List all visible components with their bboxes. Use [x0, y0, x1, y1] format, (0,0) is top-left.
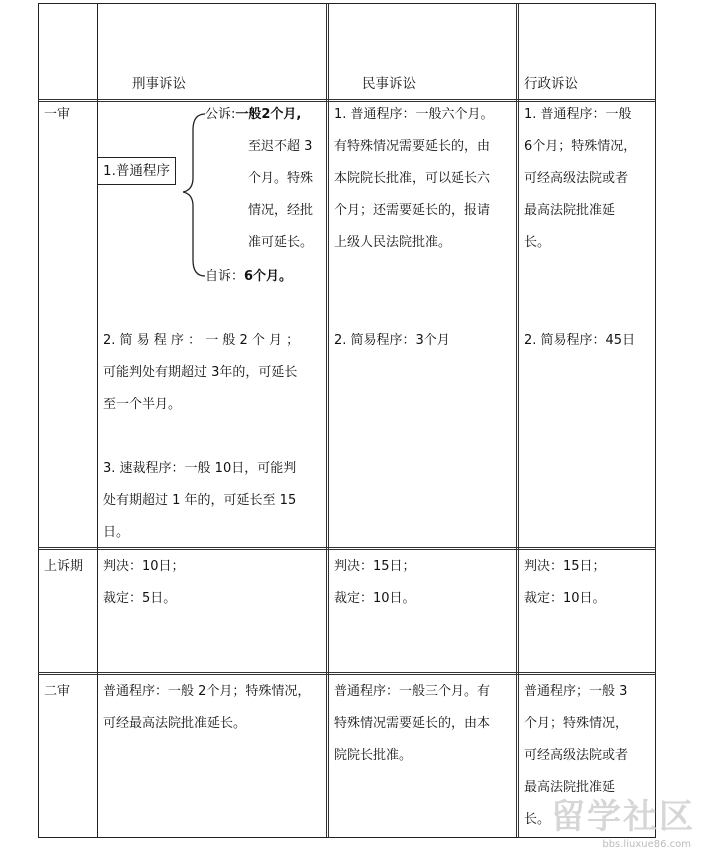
civil-ordinary-line5: 上级人民法院批准。	[334, 235, 452, 250]
admin-ordinary-line4: 最高法院批准延	[524, 203, 616, 218]
civil-ordinary-line1: 1. 普通程序：一般六个月。	[334, 107, 494, 122]
criminal-ordinary-box: 1.普通程序	[97, 157, 176, 185]
second-admin-line4: 最高法院批准延	[524, 780, 616, 795]
table-border-col2	[326, 3, 329, 838]
table-border-left	[38, 3, 39, 838]
appeal-criminal-judgment: 判决：10日；	[103, 559, 185, 574]
appeal-criminal-ruling: 裁定：5日。	[103, 591, 177, 606]
table-border-col3	[516, 3, 519, 838]
criminal-simple-line2: 可能判处有期超过 3年的，可延长	[103, 365, 298, 380]
criminal-simple-line3: 至一个半月。	[103, 397, 182, 412]
table-border-col1	[97, 3, 98, 838]
civil-ordinary-line3: 本院院长批准，可以延长六	[334, 171, 491, 186]
second-civil-line1: 普通程序：一般三个月。有	[334, 684, 491, 699]
civil-simple: 2. 简易程序：3个月	[334, 333, 450, 348]
criminal-public-line4: 情况，经批	[248, 203, 314, 218]
criminal-fast-line2: 处有期超过 1 年的，可延长至 15	[103, 493, 297, 508]
table-border-row3	[38, 672, 656, 675]
criminal-fast-line1: 3. 速裁程序：一般 10日，可能判	[103, 461, 297, 476]
criminal-fast-line3: 日。	[103, 525, 130, 540]
appeal-civil-judgment: 判决：15日；	[334, 559, 416, 574]
criminal-public-line5: 准可延长。	[248, 235, 314, 250]
second-admin-line5: 长。	[524, 812, 551, 827]
row-label-second: 二审	[44, 684, 71, 699]
appeal-admin-ruling: 裁定：10日。	[524, 591, 606, 606]
second-criminal-line1: 普通程序：一般 2个月；特殊情况，	[103, 684, 311, 699]
admin-ordinary-line3: 可经高级法院或者	[524, 171, 629, 186]
criminal-public-line3: 个月。特殊	[248, 171, 314, 186]
civil-ordinary-line2: 有特殊情况需要延长的，由	[334, 139, 491, 154]
admin-ordinary-line2: 6个月；特殊情况，	[524, 139, 637, 154]
second-admin-line3: 可经高级法院或者	[524, 748, 629, 763]
second-criminal-line2: 可经最高法院批准延长。	[103, 716, 247, 731]
watermark-logo	[525, 792, 695, 852]
criminal-private: 自诉：6个月。	[205, 269, 293, 284]
table-border-row2	[38, 547, 656, 550]
civil-ordinary-line4: 个月；还需要延长的，报请	[334, 203, 491, 218]
appeal-civil-ruling: 裁定：10日。	[334, 591, 416, 606]
header-admin: 行政诉讼	[524, 76, 578, 92]
table-border-top	[38, 3, 656, 4]
appeal-admin-judgment: 判决：15日；	[524, 559, 606, 574]
criminal-public-line2: 至迟不超 3	[248, 139, 313, 154]
criminal-simple-line1: 2. 简 易 程 序 ： 一 般 2 个 月 ；	[103, 333, 300, 348]
watermark-text: 留学社区	[551, 797, 695, 837]
watermark-url: bbs.liuxue86.com	[602, 839, 691, 850]
row-label-first: 一审	[44, 107, 71, 122]
brace-icon	[183, 110, 207, 280]
admin-simple: 2. 简易程序：45日	[524, 333, 636, 348]
second-civil-line2: 特殊情况需要延长的，由本	[334, 716, 491, 731]
criminal-public-line1: 公诉:一般2个月,	[205, 107, 302, 122]
second-admin-line2: 个月；特殊情况，	[524, 716, 629, 731]
admin-ordinary-line5: 长。	[524, 235, 551, 250]
second-civil-line3: 院院长批准。	[334, 748, 413, 763]
header-civil: 民事诉讼	[362, 76, 416, 92]
row-label-appeal: 上诉期	[44, 559, 84, 574]
admin-ordinary-line1: 1. 普通程序：一般	[524, 107, 632, 122]
second-admin-line1: 普通程序；一般 3	[524, 684, 628, 699]
header-criminal: 刑事诉讼	[132, 76, 186, 92]
table-border-right	[655, 3, 656, 838]
